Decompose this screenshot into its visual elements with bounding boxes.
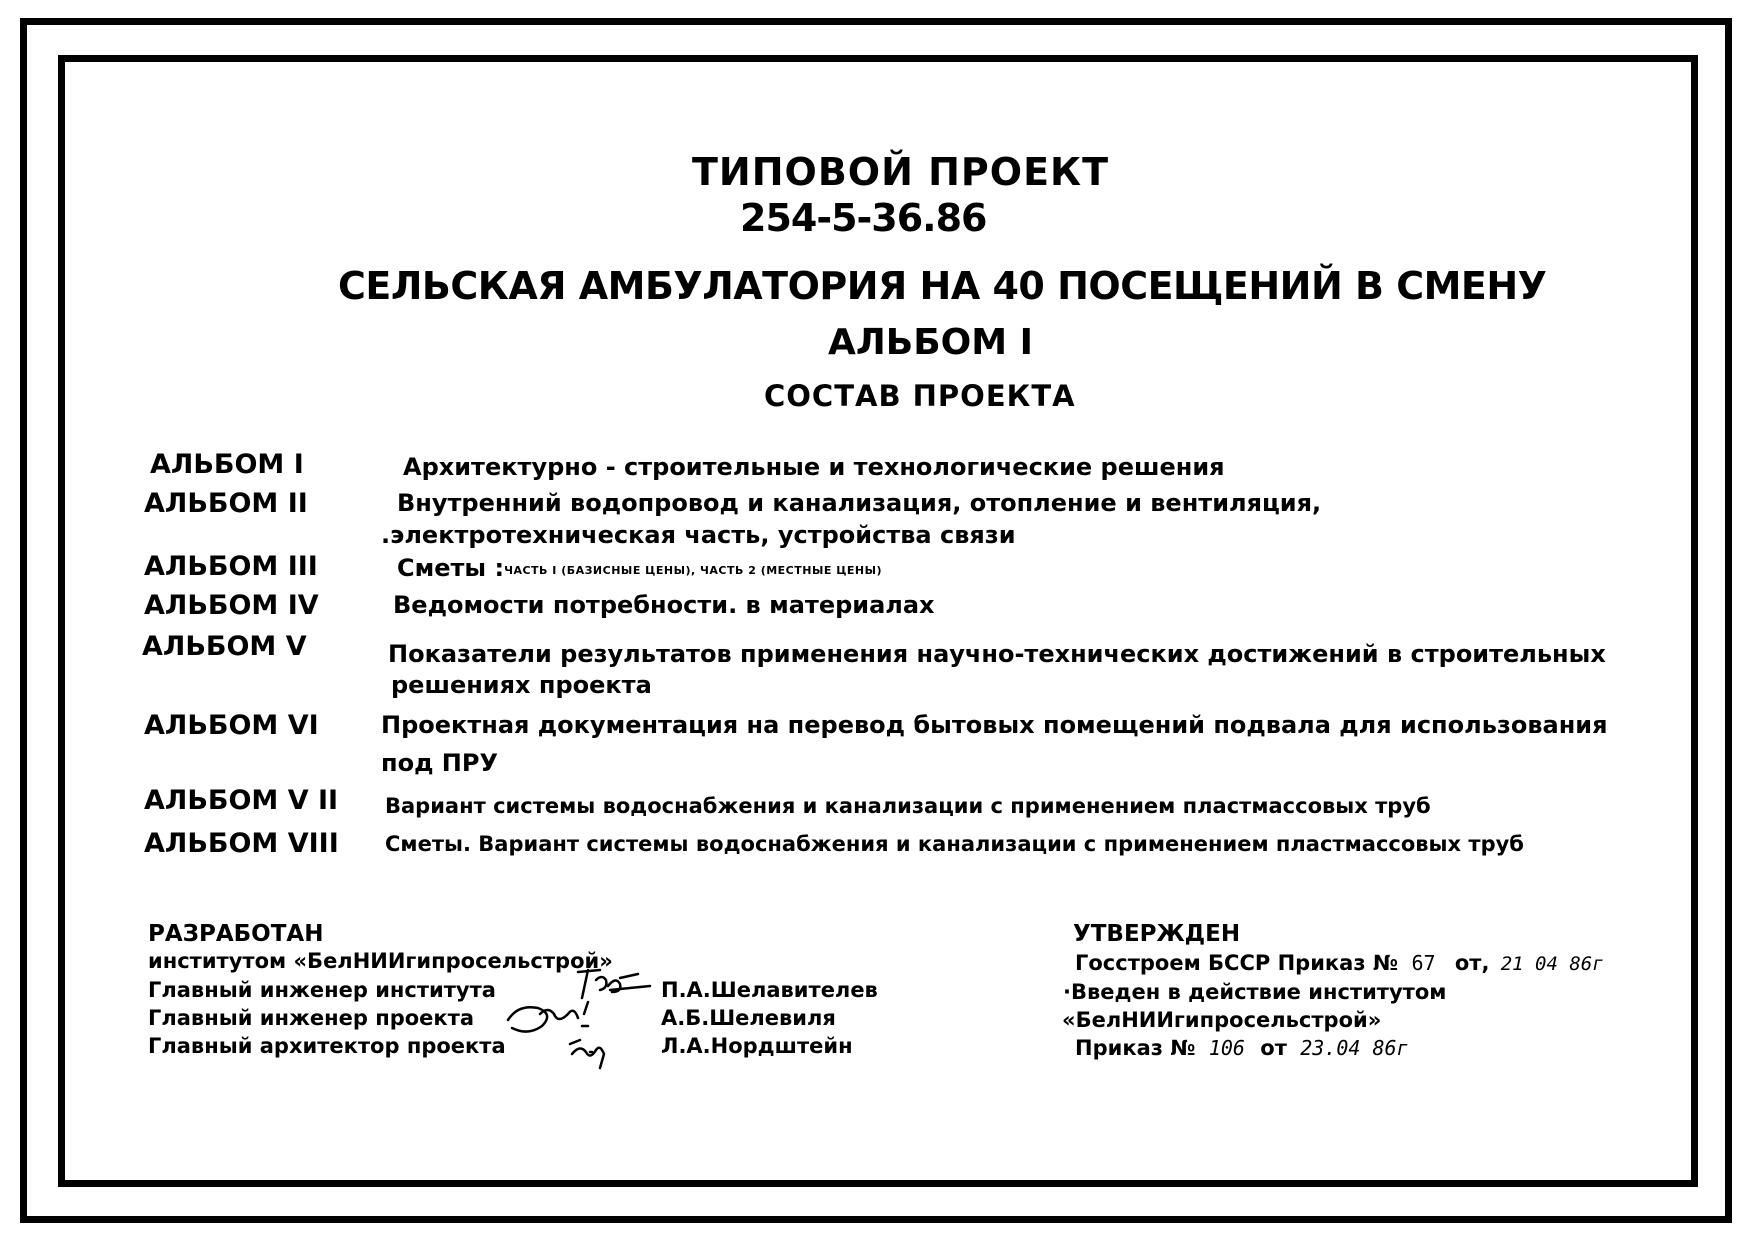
album-label-5: АЛЬБОМ V [142, 631, 307, 662]
developed-heading: РАЗРАБОТАН [148, 921, 324, 947]
approved-date: 21 04 86г [1500, 953, 1604, 975]
album-desc-5-line2: решениях проекта [391, 671, 652, 699]
role-chief-engineer-project: Главный инженер проекта [148, 1006, 475, 1030]
dot-mark-2: · [1063, 980, 1071, 1004]
album-desc-4: Ведомости потребности. в материалах [393, 591, 935, 619]
project-number: 254-5-36.86 [740, 196, 987, 240]
project-title: СЕЛЬСКАЯ АМБУЛАТОРИЯ НА 40 ПОСЕЩЕНИЙ В СМЕНУ [338, 264, 1547, 308]
album-desc-6: Проектная документация на перевод бытовых помещений подвала для использования [381, 711, 1608, 739]
album-desc-2-line2 [381, 521, 1016, 549]
name-chief-architect: Л.А.Нордштейн [661, 1034, 853, 1058]
album-label-6: АЛЬБОМ VI [144, 710, 319, 741]
approved-heading: УТВЕРЖДЕН [1073, 921, 1241, 947]
signature-1 [578, 970, 650, 998]
album-label-7: АЛЬБОМ V II [144, 785, 339, 816]
album-desc-8: Сметы. Вариант системы водоснабжения и канализации с применением пластмассовых труб [385, 832, 1524, 856]
developed-institute: институтом «БелНИИгипросельстрой» [148, 949, 613, 973]
signature-3 [570, 1040, 604, 1068]
approved-line4-text: Приказ № [1075, 1036, 1196, 1060]
album-desc-3 [397, 554, 882, 582]
name-chief-engineer-institute: П.А.Шелавителев [661, 978, 878, 1002]
album-desc-3-small: ЧАСТЬ I (БАЗИСНЫЕ ЦЕНЫ), ЧАСТЬ 2 (МЕСТНЫЕ ЦЕНЫ) [504, 564, 883, 577]
section-title: СОСТАВ ПРОЕКТА [764, 379, 1076, 413]
album-desc-2: Внутренний водопровод и канализация, отопление и вентиляция, [397, 489, 1322, 517]
role-chief-architect: Главный архитектор проекта [148, 1034, 506, 1058]
album-desc-2-text2: электротехническая часть, устройства связи [390, 521, 1016, 549]
approved-order-number-2: 106 [1208, 1036, 1245, 1060]
album-desc-5: Показатели результатов применения научно-технических достижений в строительных [388, 640, 1606, 668]
album-desc-1: Архитектурно - строительные и технологические решения [403, 453, 1225, 481]
album-label-8: АЛЬБОМ VIII [144, 828, 339, 859]
signatures-image [500, 960, 660, 1070]
approved-line2 [1063, 980, 1446, 1004]
dot-mark: . [381, 521, 391, 549]
approved-line4 [1075, 1036, 1409, 1060]
album-label-3: АЛЬБОМ III [144, 551, 318, 582]
album-desc-3-main: Сметы : [397, 554, 505, 582]
approved-line3: «БелНИИгипросельстрой» [1062, 1008, 1382, 1032]
album-label-1: АЛЬБОМ I [150, 449, 304, 480]
document-type: ТИПОВОЙ ПРОЕКТ [692, 150, 1110, 194]
album-desc-7: Вариант системы водоснабжения и канализации с применением пластмассовых труб [385, 794, 1431, 818]
album-label-4: АЛЬБОМ IV [144, 590, 319, 621]
album-heading: АЛЬБОМ I [828, 322, 1033, 363]
role-chief-engineer-institute: Главный инженер института [148, 978, 496, 1002]
approved-date-2: 23.04 86г [1300, 1036, 1409, 1060]
signature-2 [508, 1002, 588, 1032]
album-desc-6-line2: под ПРУ [381, 749, 498, 777]
album-label-2: АЛЬБОМ II [144, 488, 308, 519]
approved-line2-text: Введен в действие институтом [1070, 980, 1447, 1004]
name-chief-engineer-project: А.Б.Шелевиля [661, 1006, 836, 1030]
approved-line1-text: Госстроем БССР Приказ № [1075, 951, 1399, 975]
approved-order-number: 67 [1411, 951, 1436, 975]
approved-line1 [1075, 951, 1604, 975]
approved-from-label-2: от [1260, 1036, 1287, 1060]
approved-from-label: от, [1454, 951, 1490, 975]
